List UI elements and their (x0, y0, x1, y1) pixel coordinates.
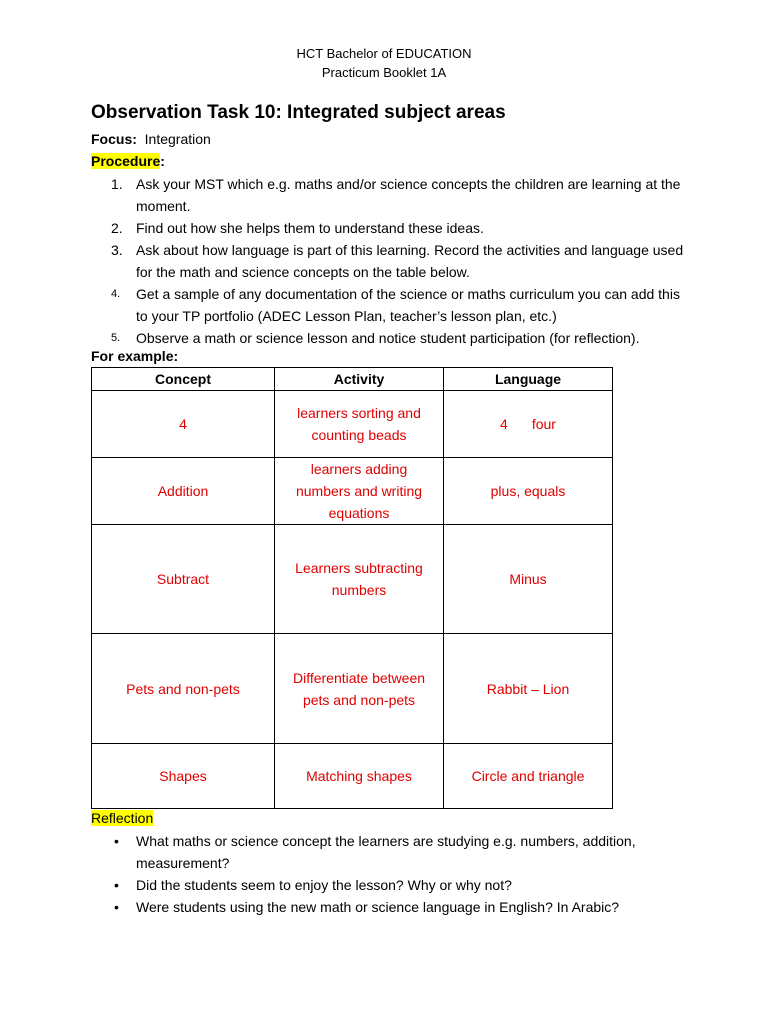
procedure-step (91, 173, 691, 217)
procedure-step (91, 327, 691, 349)
reflection-text: Did the students seem to enjoy the lesson? Why or why not? (136, 877, 512, 893)
table-row (92, 744, 613, 809)
focus-line (91, 130, 211, 148)
step-text: Ask your MST which e.g. maths and/or science concepts the children are learning at the moment. (136, 176, 681, 214)
concept-cell: 4 (92, 391, 275, 458)
bullet-icon: • (114, 899, 119, 915)
step-number: 3. (111, 242, 123, 258)
focus-value: Integration (144, 131, 211, 147)
reflection-item (91, 830, 691, 874)
procedure-heading (91, 152, 165, 170)
reflection-text: Were students using the new math or science language in English? In Arabic? (136, 899, 620, 915)
language-cell: Rabbit – Lion (444, 634, 613, 744)
step-number: 1. (111, 176, 123, 192)
language-word: four (531, 416, 556, 432)
column-header-language: Language (444, 368, 613, 391)
table-header-row (92, 368, 613, 391)
column-header-concept: Concept (92, 368, 275, 391)
step-text: Find out how she helps them to understand these ideas. (136, 220, 484, 236)
procedure-label: Procedure (91, 153, 161, 169)
reflection-item (91, 874, 691, 896)
procedure-step (91, 217, 691, 239)
step-number: 5. (111, 332, 121, 344)
activity-cell: Learners subtracting numbers (275, 525, 444, 634)
language-numeral: 4 (500, 416, 508, 432)
reflection-label: Reflection (91, 810, 154, 826)
table-row (92, 634, 613, 744)
task-title: Observation Task 10: Integrated subject areas (91, 102, 506, 123)
procedure-colon: : (160, 153, 165, 169)
for-example-label: For example: (91, 348, 179, 364)
language-cell: Minus (444, 525, 613, 634)
activity-cell: Matching shapes (275, 744, 444, 809)
reflection-list (91, 830, 691, 918)
reflection-item (91, 896, 691, 918)
step-number: 2. (111, 220, 123, 236)
activity-cell: learners adding numbers and writing equations (275, 458, 444, 525)
table-row (92, 391, 613, 458)
procedure-step (91, 239, 691, 283)
activity-cell: learners sorting and counting beads (275, 391, 444, 458)
reflection-text: What maths or science concept the learners are studying e.g. numbers, addition, measurement? (136, 833, 636, 871)
language-cell (444, 391, 613, 458)
table-row (92, 458, 613, 525)
reflection-heading (91, 809, 153, 827)
procedure-steps (91, 173, 691, 349)
activity-cell: Differentiate between pets and non-pets (275, 634, 444, 744)
concept-cell: Pets and non-pets (92, 634, 275, 744)
header-line-1: HCT Bachelor of EDUCATION (296, 46, 472, 61)
bullet-icon: • (114, 833, 119, 849)
procedure-step (91, 283, 691, 327)
language-cell: Circle and triangle (444, 744, 613, 809)
table-row (92, 525, 613, 634)
focus-label: Focus: (91, 131, 137, 147)
column-header-activity: Activity (275, 368, 444, 391)
concept-cell: Shapes (92, 744, 275, 809)
bullet-icon: • (114, 877, 119, 893)
step-text: Observe a math or science lesson and notice student participation (for reflection). (136, 330, 640, 346)
step-number: 4. (111, 288, 121, 300)
step-text: Get a sample of any documentation of the science or maths curriculum you can add this to your TP portfolio (ADEC Lesson Plan, teacher’s lesson plan, etc.) (136, 286, 680, 324)
language-cell: plus, equals (444, 458, 613, 525)
concept-cell: Addition (92, 458, 275, 525)
concept-cell: Subtract (92, 525, 275, 634)
example-table (91, 367, 613, 809)
header-line-2: Practicum Booklet 1A (321, 65, 447, 80)
step-text: Ask about how language is part of this learning. Record the activities and language used for the math and science concepts on the table below. (136, 242, 684, 280)
